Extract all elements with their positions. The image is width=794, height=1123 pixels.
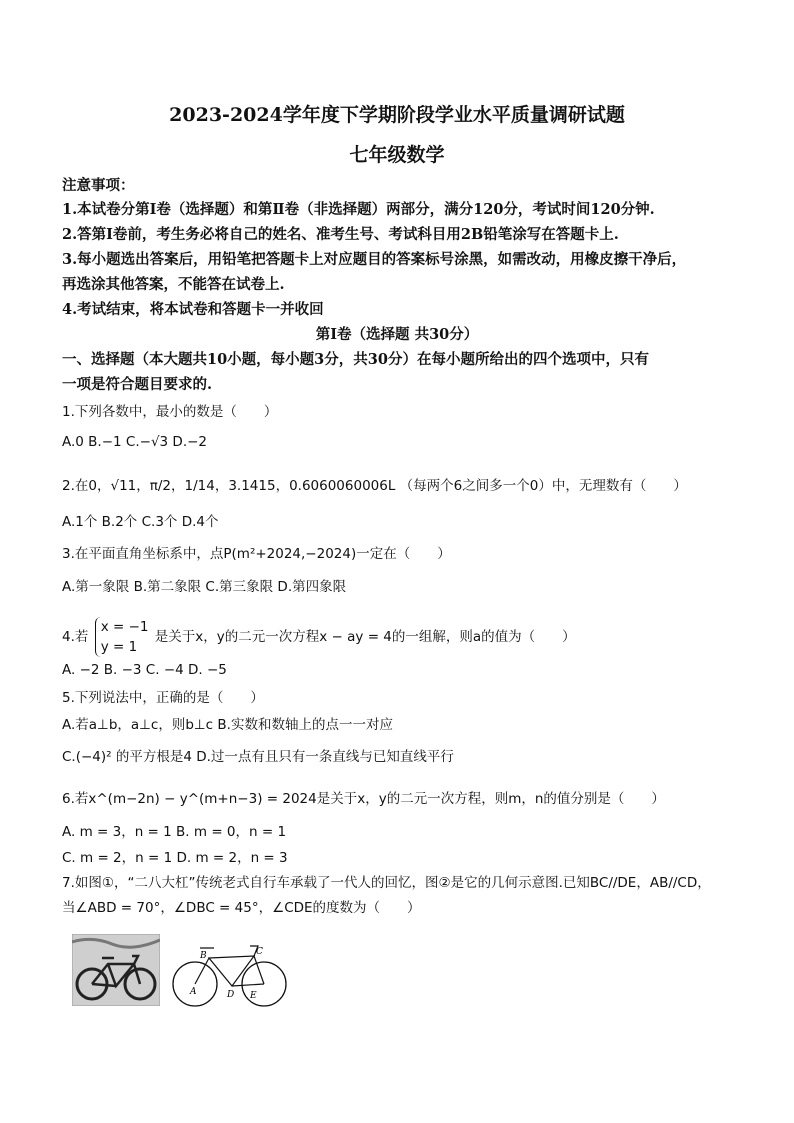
note-2: 2.答第Ⅰ卷前，考生务必将自己的姓名、准考生号、考试科目用2B铅笔涂写在答题卡上.: [62, 226, 619, 243]
q6-options-cd: C. m = 2，n = 1 D. m = 2，n = 3: [62, 850, 288, 866]
note-4: 4.考试结束，将本试卷和答题卡一并收回: [62, 301, 324, 318]
q5-options-cd: C.(−4)² 的平方根是4 D.过一点有且只有一条直线与已知直线平行: [62, 749, 454, 765]
q2-stem: 2.在0，√11，π/2，1/14，3.1415，0.6060060006L （每两个6之间多一个0）中，无理数有（ ）: [62, 478, 687, 494]
bicycle-photo: [72, 934, 160, 1006]
note-3: 3.每小题选出答案后，用铅笔把答题卡上对应题目的答案标号涂黑，如需改动，用橡皮擦干净后，: [62, 251, 687, 268]
note-3-cont: 再选涂其他答案，不能答在试卷上.: [62, 276, 285, 293]
q4-eq-x: x = −1: [100, 619, 149, 635]
label-e: E: [250, 991, 257, 1001]
q1-stem: 1.下列各数中，最小的数是（ ）: [62, 404, 278, 420]
q3-options: A.第一象限 B.第二象限 C.第三象限 D.第四象限: [62, 579, 347, 595]
q1-options: A.0 B.−1 C.−√3 D.−2: [62, 434, 208, 450]
exam-title: 2023-2024学年度下学期阶段学业水平质量调研试题: [169, 104, 625, 126]
section-instructions-cont: 一项是符合题目要求的.: [62, 376, 213, 393]
label-a: A: [190, 987, 197, 997]
q4-stem: [62, 617, 576, 657]
bicycle-diagram: [170, 934, 290, 1010]
q3-stem: 3.在平面直角坐标系中，点P(m²+2024,−2024)一定在（ ）: [62, 546, 451, 562]
label-c: C: [256, 947, 263, 957]
note-1: 1.本试卷分第Ⅰ卷（选择题）和第Ⅱ卷（非选择题）两部分，满分120分，考试时间120分钟.: [62, 201, 655, 218]
q4-equation-system: [95, 617, 149, 657]
q5-options-ab: A.若a⊥b，a⊥c，则b⊥c B.实数和数轴上的点一一对应: [62, 717, 393, 733]
q5-stem: 5.下列说法中，正确的是（ ）: [62, 690, 264, 706]
section-instructions: 一、选择题（本大题共10小题，每小题3分，共30分）在每小题所给出的四个选项中，只有: [62, 351, 649, 368]
label-b: B: [200, 951, 207, 961]
q4-options: A. −2 B. −3 C. −4 D. −5: [62, 662, 227, 678]
q2-options: A.1个 B.2个 C.3个 D.4个: [62, 514, 219, 530]
q4-stem-prefix: 4.若: [62, 629, 89, 645]
q6-stem: 6.若x^(m−2n) − y^(m+n−3) = 2024是关于x，y的二元一次方程，则m，n的值分别是（ ）: [62, 791, 665, 807]
notes-heading: 注意事项：: [62, 177, 135, 194]
section-heading: 第Ⅰ卷（选择题 共30分）: [315, 326, 479, 343]
q7-stem-cont: 当∠ABD = 70°，∠DBC = 45°，∠CDE的度数为（ ）: [62, 900, 421, 916]
q4-eq-y: y = 1: [100, 639, 138, 655]
label-d: D: [227, 990, 235, 1000]
q6-options-ab: A. m = 3，n = 1 B. m = 0，n = 1: [62, 824, 287, 840]
q4-stem-suffix: 是关于x，y的二元一次方程x − ay = 4的一组解，则a的值为（ ）: [154, 629, 576, 645]
q7-stem: 7.如图①，“二八大杠”传统老式自行车承载了一代人的回忆，图②是它的几何示意图.已知BC//DE，AB//CD，: [62, 875, 711, 891]
exam-subtitle: 七年级数学: [349, 144, 445, 166]
